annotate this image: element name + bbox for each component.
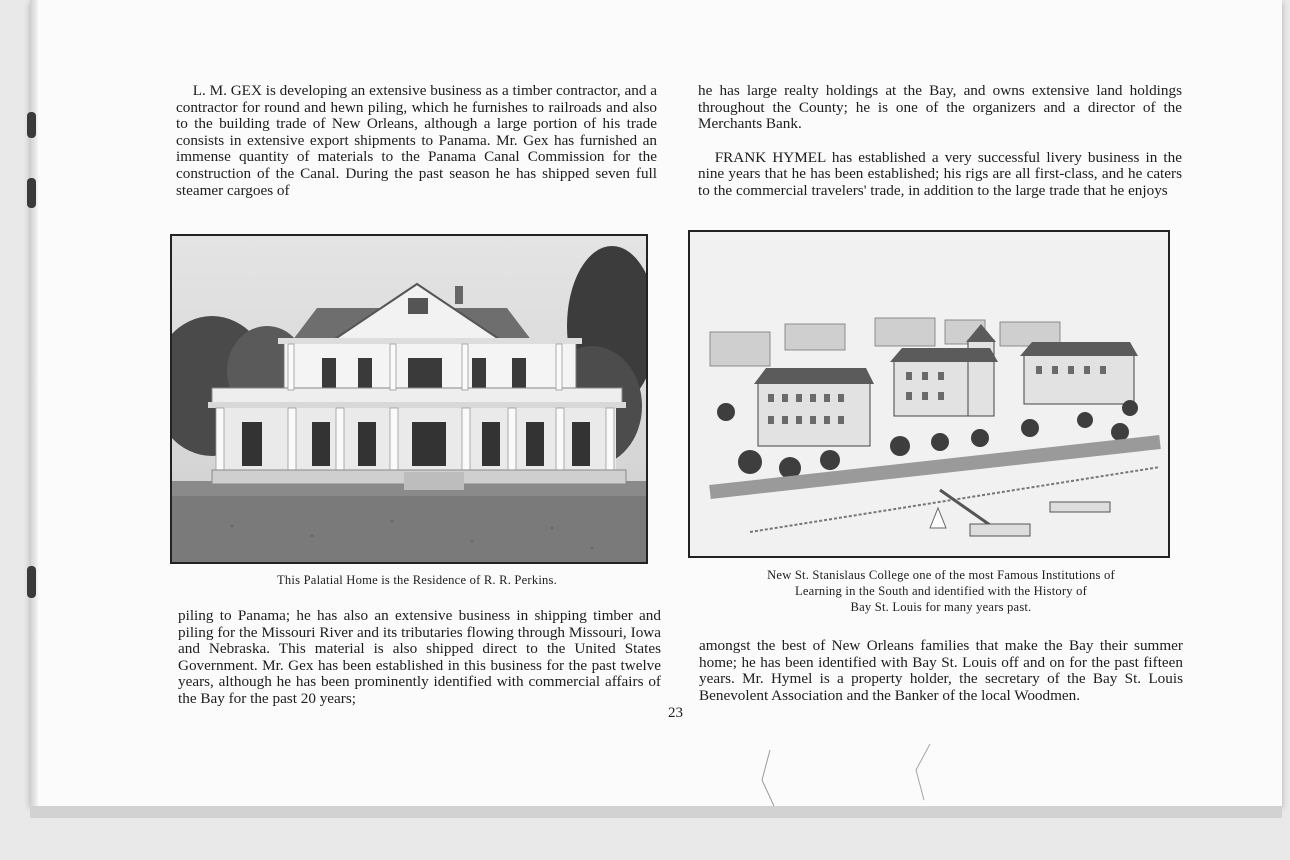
college-caption-line-3: Bay St. Louis for many years past. [850,600,1032,614]
left-top-text-block [176,83,657,199]
page-number: 23 [668,705,683,721]
st-stanislaus-college-illustration [688,230,1170,558]
binding-staple [27,566,36,598]
gex-paragraph-part1: L. M. GEX is developing an extensive business as a timber contractor, and a contractor for round and hewn piling, which he furnishes to railroads and also to the building trade of New Orleans, although a large portion of his trade consists in extensive export shipments to Panama. Mr. Gex has furnished an immense quantity of materials to the Panama Canal Commission for the construction of the Canal. During the past season he has shipped seven full steamer cargoes of [176,82,657,199]
page-stack-edge [30,806,1282,818]
gex-paragraph-part3: he has large realty holdings at the Bay, and owns extensive land holdings throughout the County; he is one of the organizers and a director of the Merchants Bank. [698,82,1182,133]
perkins-photo-caption: This Palatial Home is the Residence of R. R. Perkins. [277,573,557,587]
paper-crease-marks [740,740,960,810]
college-caption-line-1: New St. Stanislaus College one of the most Famous Institutions of [767,568,1115,582]
perkins-residence-photo [170,234,648,564]
college-drawing [690,232,1168,556]
left-bottom-text-block [178,608,661,708]
binding-staple [27,178,36,208]
house-illustration [172,236,646,562]
college-caption-line-2: Learning in the South and identified with the History of [794,584,1088,598]
right-bottom-text-block [699,638,1183,704]
gex-paragraph-part2: piling to Panama; he has also an extensive business in shipping timber and piling for the Missouri River and its tributaries flowing through Missouri, Iowa and Nebraska. This material is also shipped direct to the United States Government. Mr. Gex has been established in this business for the past twelve years, although he has been prominently identified with commercial affairs of the Bay for the past 20 years; [178,607,661,707]
hymel-paragraph-part2: amongst the best of New Orleans families that make the Bay their summer home; he has been identified with Bay St. Louis off and on for the past fifteen years. Mr. Hymel is a property holder, the secretary of the Bay St. Louis Benevolent Association and the Banker of the local Woodmen. [699,637,1183,704]
hymel-paragraph-part1: FRANK HYMEL has established a very successful livery business in the nine years that he has been established; his rigs are all first-class, and he caters to the commercial travelers' trade, in addition to the large trade that he enjoys [698,148,1182,199]
binding-staple [27,112,36,138]
college-photo-caption [694,567,1188,615]
right-top-text-block [698,83,1182,200]
